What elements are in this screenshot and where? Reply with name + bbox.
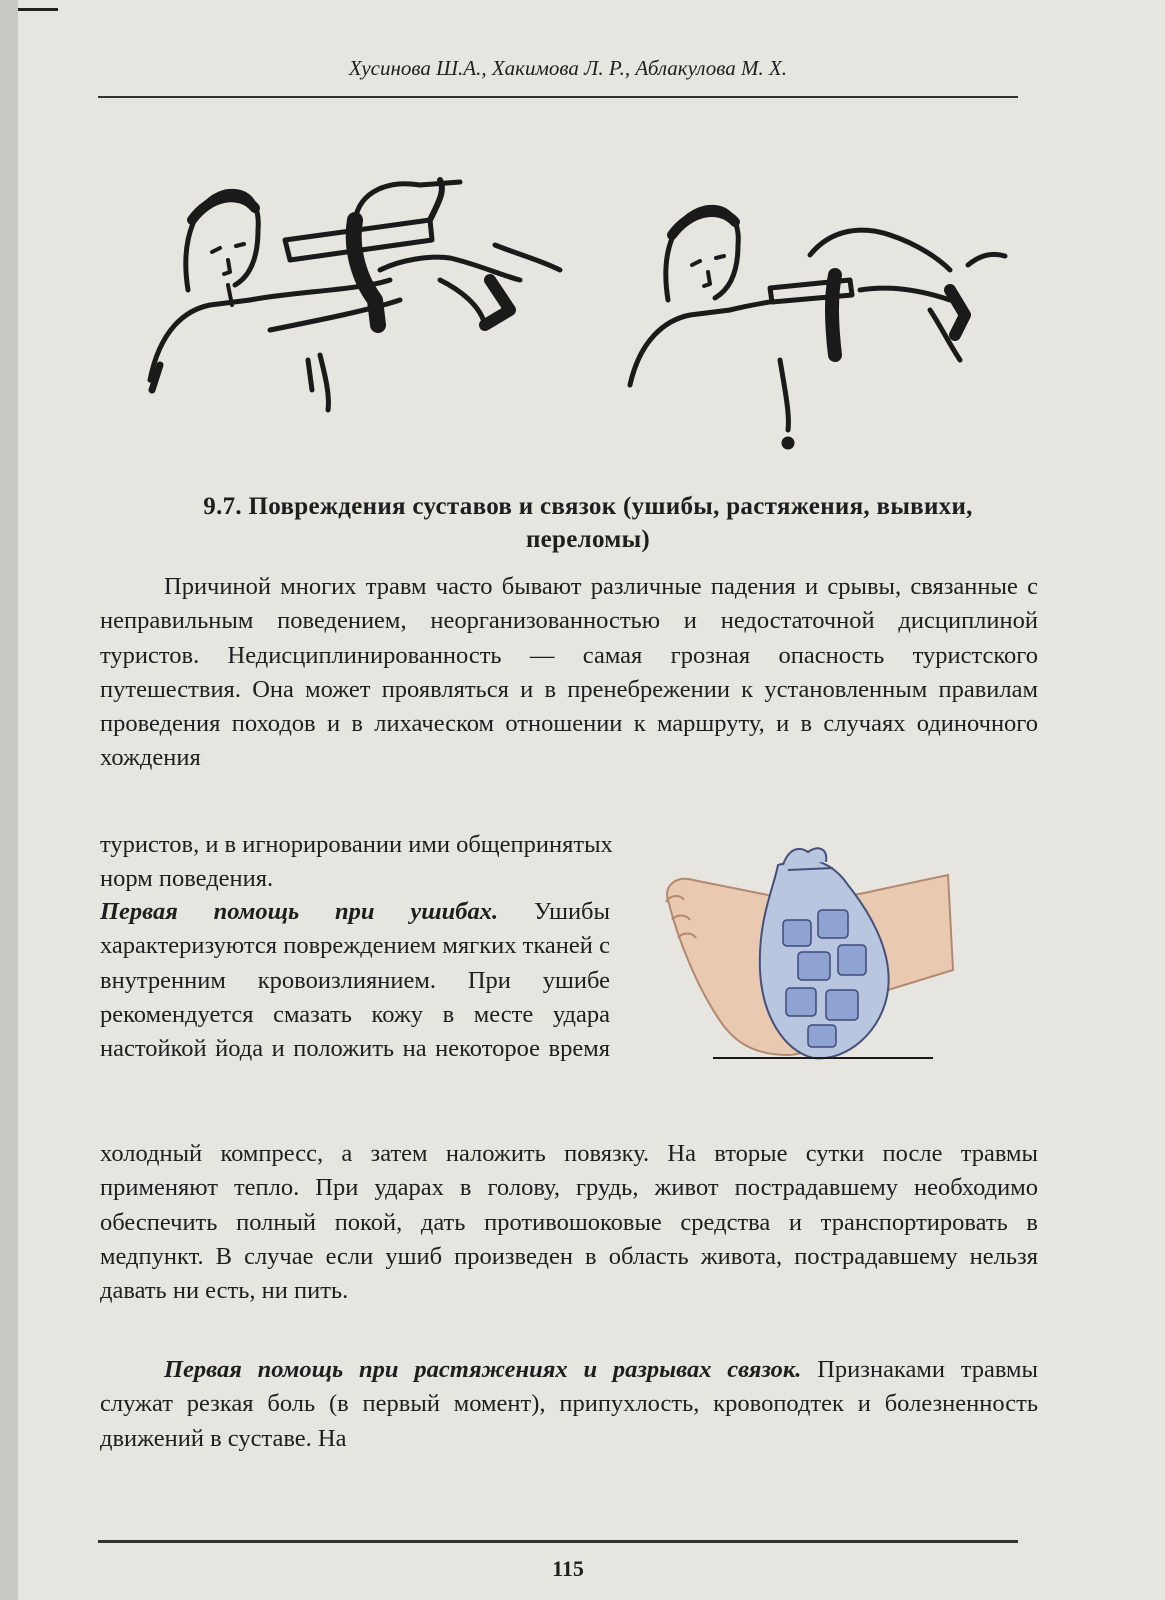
figure-right [630,207,1005,447]
paragraph-sprain [100,1353,1038,1456]
ice-bag-ankle-illustration [648,840,958,1070]
page-number: 115 [552,1556,584,1581]
section-title: Повреждения суставов и связок (ушибы, растяжения, вывихи, переломы) [248,493,973,553]
bruise-heading: Первая помощь при ушибах. [100,898,499,925]
footer-rule [98,1540,1018,1543]
scan-edge-mark [18,8,58,11]
paragraph-bruise [100,895,610,1066]
sprain-text: Признаками травмы служат резкая боль (в первый момент), припухлость, кровоподтек и болезненность движений в суставе. На [100,1356,1039,1452]
running-header: Хусинова Ш.А., Хакимова Л. Р., Аблакулова М. Х. [348,56,788,80]
bruise-text: Ушибы характеризуются повреждением мягких тканей с внутренним кровоизлиянием. При ушибе рекомендуется смазать кожу в месте удара настойкой йода и положить на некоторое время [100,898,610,1063]
sprain-heading: Первая помощь при растяжениях и разрывах связок. [164,1356,802,1383]
header-rule [98,96,1018,98]
paragraph-intro-tail: туристов, и в игнорировании ими общепринятых норм поведения. [100,831,613,893]
section-heading [138,490,1038,556]
paragraph-intro: Причиной многих травм часто бывают различные падения и срывы, связанные с неправильным поведением, неорганизованностью и недостаточной дисциплиной туристов. Недисциплинированность — самая грозная опасность туристского путешествия. Она может проявляться и в пренебрежении к установленным правилам проведения походов и в лихаческом отношении к маршруту, и в случаях одиночного хождения [100,573,1038,772]
arm-splint-illustration [140,160,1020,460]
paragraph-bruise-continued: холодный компресс, а затем наложить повязку. На вторые сутки после травмы применяют тепло. При ударах в голову, грудь, живот пострадавшему необходимо обеспечить полный покой, дать противошоковые средства и транспортировать в медпункт. В случае если ушиб произведен в область живота, пострадавшему нельзя давать ни есть, ни пить. [100,1140,1038,1305]
book-page [18,0,1165,1600]
section-number: 9.7. [203,493,242,520]
figure-left [150,180,560,410]
